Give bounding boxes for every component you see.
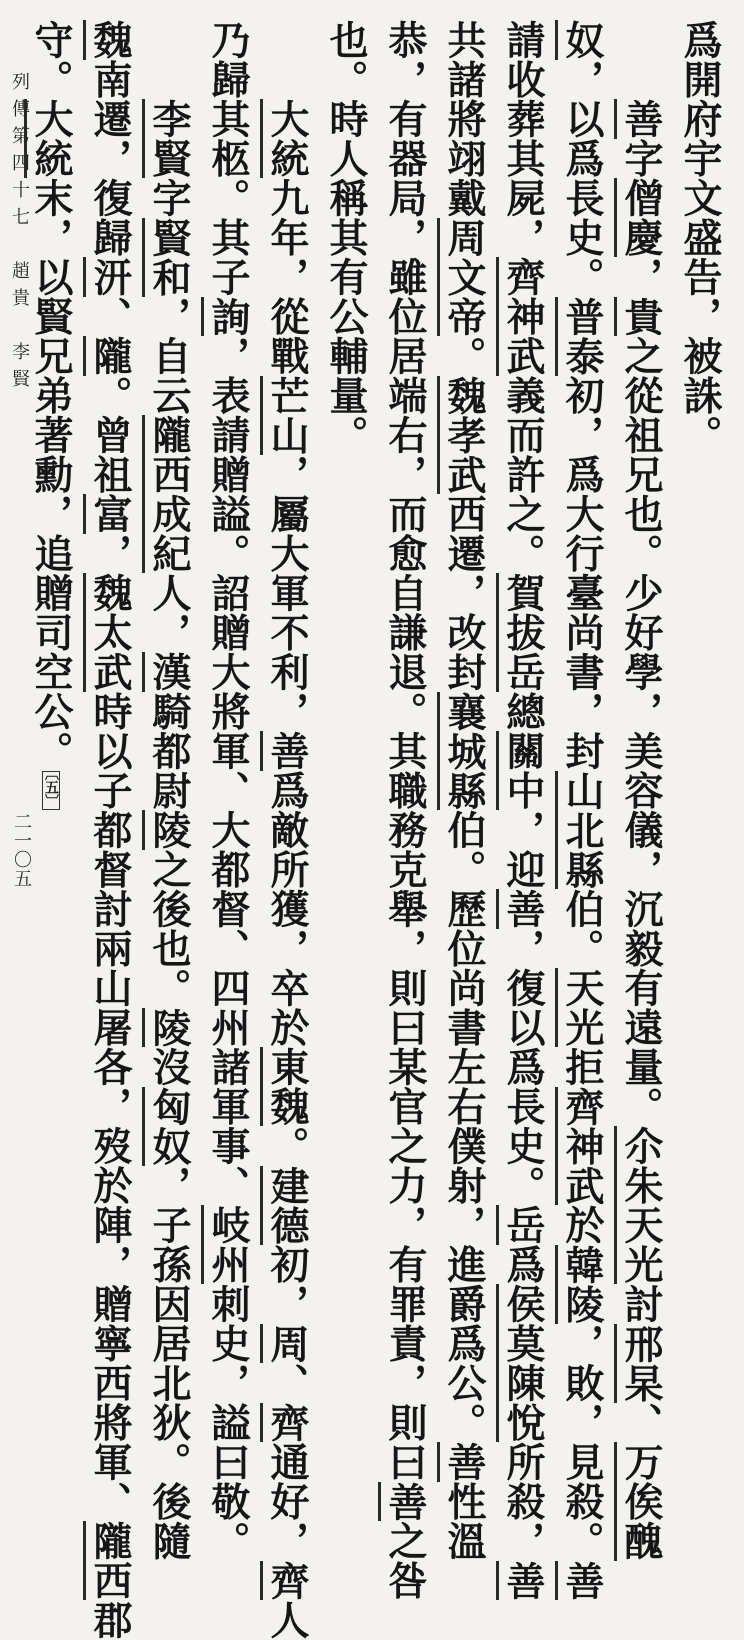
text-segment: 爲開府宇文盛告，被誅。: [677, 20, 723, 455]
text-segment: 之從祖兄也。少好學，美容儀，沉毅有遠量。: [618, 336, 664, 1126]
text-segment: 初，: [264, 1244, 310, 1324]
proper-noun-mark: 大統: [260, 99, 310, 178]
text-segment: ，屬大軍不利，: [264, 454, 310, 731]
text-segment: ，復以爲長史。: [500, 928, 546, 1205]
proper-noun-mark: 善: [496, 1561, 546, 1601]
proper-noun-mark: 奴: [555, 20, 605, 60]
text-segment: ，敗，見殺。: [559, 1323, 605, 1561]
proper-noun-mark: 岐州: [201, 1205, 251, 1284]
proper-noun-mark: 善: [437, 1442, 487, 1482]
proper-noun-mark: 李賢: [142, 99, 192, 178]
text-column: [28, 20, 74, 810]
proper-noun-mark: 建德: [260, 1166, 310, 1245]
text-segment: ，以爲長史。: [559, 59, 605, 297]
text-segment: 恭，有器局，雖位居端右，而愈自謙退。其職務克舉，則曰某官之力，有罪責，則曰: [382, 20, 428, 1482]
text-column: [382, 20, 428, 1600]
text-segment: 義而許之。: [500, 375, 546, 573]
text-column: [205, 20, 251, 1561]
text-segment: [618, 20, 664, 99]
text-segment: 、: [264, 1363, 310, 1403]
text-segment: ，自云: [146, 296, 192, 415]
text-segment: 。: [264, 1126, 310, 1166]
text-segment: 、: [87, 296, 133, 336]
text-segment: ，: [618, 257, 664, 297]
proper-noun-mark: 万俟醜: [614, 1442, 664, 1561]
text-segment: 騎都尉: [146, 691, 192, 810]
text-segment: 討: [618, 1284, 664, 1324]
text-segment: 初，爲大行臺尚書，封: [559, 375, 605, 771]
proper-noun-mark: 尒朱天光: [614, 1126, 664, 1284]
text-segment: ，表請贈謚。詔贈大將軍、大都督、四州諸軍事、: [205, 336, 251, 1205]
text-segment: 乃歸其柩。其子: [205, 20, 251, 297]
proper-noun-mark: 善: [496, 889, 546, 929]
text-segment: 南遷，復歸: [87, 59, 133, 257]
proper-noun-mark: 漢: [142, 652, 192, 692]
text-segment: 伯。歷位尚書左右僕射，進爵爲公。: [441, 810, 487, 1442]
proper-noun-mark: 善: [260, 731, 310, 771]
text-segment: 西遷，改封: [441, 494, 487, 692]
text-segment: 拒: [559, 1047, 605, 1087]
text-segment: 人: [264, 1600, 310, 1640]
text-column: [618, 20, 664, 1561]
text-segment: 。: [441, 336, 487, 376]
text-segment: 伯。: [559, 889, 605, 968]
proper-noun-mark: 齊神武: [496, 257, 546, 376]
proper-noun-mark: 大統: [24, 99, 74, 178]
text-segment: 守。: [28, 20, 74, 99]
text-segment: ，迎: [500, 810, 546, 889]
proper-noun-mark: 普泰: [555, 297, 605, 376]
proper-noun-mark: 山北縣: [555, 771, 605, 890]
proper-noun-mark: 汧: [83, 257, 133, 297]
page-number: 二一〇五: [11, 812, 32, 888]
proper-noun-mark: 賢和: [142, 218, 192, 297]
proper-noun-mark: 周文帝: [437, 218, 487, 337]
proper-noun-mark: 天光: [555, 968, 605, 1047]
text-segment: ，: [87, 533, 133, 573]
proper-noun-mark: 侯莫陳悅: [496, 1284, 546, 1442]
proper-noun-mark: 魏: [83, 20, 133, 60]
text-segment: 郡: [87, 1600, 133, 1640]
text-segment: 字: [146, 178, 192, 218]
text-segment: 總: [500, 691, 546, 731]
proper-noun-mark: 齊: [260, 1561, 310, 1601]
proper-noun-mark: 齊: [260, 1403, 310, 1443]
text-segment: 。曾祖: [87, 375, 133, 494]
text-column: [500, 20, 546, 1600]
running-head: 列傳第四十七 趙貴 李賢: [9, 72, 30, 396]
proper-noun-mark: 陵: [142, 810, 192, 850]
text-segment: 九年，從戰: [264, 178, 310, 376]
text-segment: 刺史，謚曰敬。: [205, 1284, 251, 1561]
proper-noun-mark: 襄城縣: [437, 692, 487, 811]
proper-noun-mark: 隴: [83, 336, 133, 376]
text-segment: 爲敵所獲，卒於: [264, 770, 310, 1047]
proper-noun-mark: 賀拔岳: [496, 573, 546, 692]
proper-noun-mark: 魏太武: [83, 573, 133, 692]
proper-noun-mark: 齊神武: [555, 1087, 605, 1206]
text-segment: 、: [618, 1402, 664, 1442]
proper-noun-mark: 善: [378, 1482, 428, 1522]
text-segment: 請收葬其屍，: [500, 20, 546, 257]
text-segment: 時以子都督討兩山屠各，歿於陣，贈寧西將軍、: [87, 691, 133, 1521]
text-column: [146, 20, 192, 1561]
text-segment: 末，以賢兄弟著勳，追贈司空公。: [28, 178, 74, 771]
text-segment: 性溫: [441, 1481, 487, 1561]
proper-noun-mark: 富: [83, 494, 133, 534]
text-column: [264, 20, 310, 1640]
proper-noun-mark: 周: [260, 1324, 310, 1364]
text-segment: 之咎: [382, 1521, 428, 1600]
proper-noun-mark: 詢: [201, 297, 251, 337]
proper-noun-mark: 邢杲: [614, 1324, 664, 1403]
proper-noun-mark: 韓陵: [555, 1245, 605, 1324]
text-segment: 於: [559, 1205, 605, 1245]
text-segment: 也。時人稱其有公輔量。: [323, 20, 369, 455]
text-segment: 人，: [146, 573, 192, 652]
text-segment: 通好，: [264, 1442, 310, 1561]
proper-noun-mark: 關中: [496, 731, 546, 810]
text-segment: [264, 20, 310, 99]
proper-noun-mark: 芒山: [260, 376, 310, 455]
collation-note: 〔五〕: [43, 772, 59, 808]
text-segment: 之後也。: [146, 849, 192, 1008]
text-column: [323, 20, 369, 455]
text-column: [87, 20, 133, 1640]
proper-noun-mark: 東魏: [260, 1047, 310, 1126]
text-segment: 字: [618, 138, 664, 178]
text-segment: 所殺，: [500, 1442, 546, 1561]
proper-noun-mark: 善: [555, 1561, 605, 1601]
proper-noun-mark: 魏孝武: [437, 376, 487, 495]
proper-noun-mark: 隴西: [83, 1521, 133, 1600]
text-segment: 共諸將翊戴: [441, 20, 487, 218]
proper-noun-mark: 僧慶: [614, 178, 664, 257]
proper-noun-mark: 匈奴: [142, 1087, 192, 1166]
text-segment: 沒: [146, 1047, 192, 1087]
proper-noun-mark: 隴西成紀: [142, 415, 192, 573]
text-segment: 爲: [500, 1244, 546, 1284]
text-column: [441, 20, 487, 1561]
proper-noun-mark: 貴: [614, 297, 664, 337]
text-column: [559, 20, 605, 1600]
proper-noun-mark: 陵: [142, 1008, 192, 1048]
proper-noun-mark: 岳: [496, 1205, 546, 1245]
text-segment: ，子孫因居北狄。後隨: [146, 1165, 192, 1561]
text-column: [677, 20, 723, 455]
proper-noun-mark: 善: [614, 99, 664, 139]
text-segment: [146, 20, 192, 99]
